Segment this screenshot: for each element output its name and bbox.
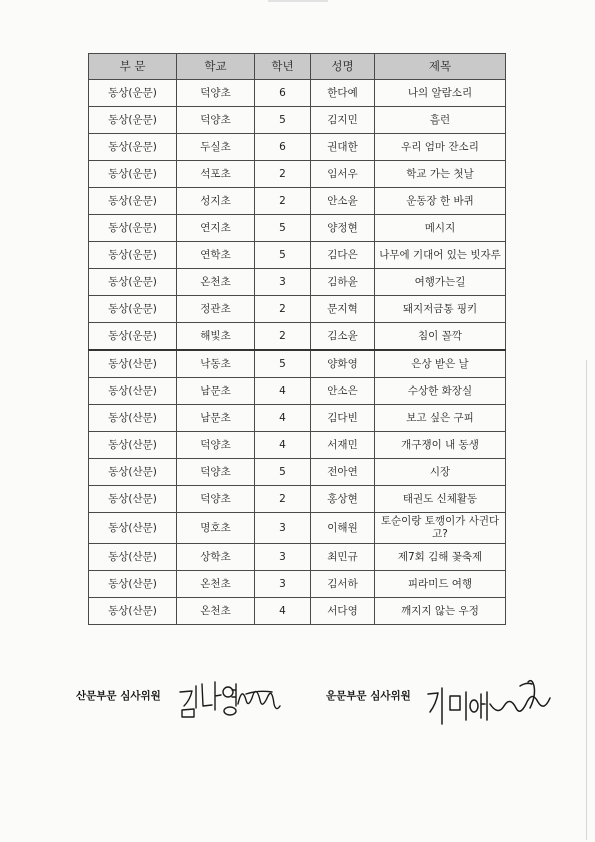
cell-category: 동상(산문) [89,350,177,378]
cell-name: 김다은 [311,242,375,269]
cell-name: 최민규 [311,544,375,571]
table-row [89,432,506,459]
cell-name: 서재민 [311,432,375,459]
cell-grade: 3 [255,513,311,544]
table-row [89,161,506,188]
cell-category: 동상(운문) [89,80,177,107]
cell-category: 동상(운문) [89,188,177,215]
cell-name: 김소윤 [311,323,375,351]
cell-title: 보고 싶은 구피 [375,405,506,432]
cell-school: 연학초 [177,242,255,269]
cell-category: 동상(운문) [89,323,177,351]
cell-category: 동상(산문) [89,378,177,405]
cell-school: 남문초 [177,405,255,432]
table-header-row [89,54,506,80]
cell-grade: 4 [255,378,311,405]
table-row [89,350,506,378]
table-row [89,107,506,134]
header-category: 부 문 [89,54,177,80]
cell-name: 김서하 [311,571,375,598]
table-row [89,215,506,242]
cell-school: 덕양초 [177,486,255,513]
cell-school: 두실초 [177,134,255,161]
cell-name: 이해원 [311,513,375,544]
cell-category: 동상(산문) [89,571,177,598]
cell-category: 동상(운문) [89,269,177,296]
cell-title: 침이 꼴깍 [375,323,506,351]
header-grade: 학년 [255,54,311,80]
verse-judge-block [326,688,411,703]
cell-school: 덕양초 [177,80,255,107]
cell-school: 남문초 [177,378,255,405]
cell-category: 동상(산문) [89,544,177,571]
cell-category: 동상(운문) [89,107,177,134]
cell-grade: 3 [255,571,311,598]
header-title: 제목 [375,54,506,80]
table-row [89,486,506,513]
table-row [89,405,506,432]
cell-name: 안소은 [311,378,375,405]
table-row [89,323,506,351]
cell-grade: 4 [255,598,311,625]
prose-judge-block [76,688,161,703]
cell-category: 동상(산문) [89,513,177,544]
cell-category: 동상(산문) [89,598,177,625]
cell-category: 동상(운문) [89,242,177,269]
table-row [89,134,506,161]
table-row [89,459,506,486]
cell-category: 동상(산문) [89,459,177,486]
cell-grade: 5 [255,350,311,378]
header-school: 학교 [177,54,255,80]
cell-grade: 3 [255,269,311,296]
scan-edge [586,360,587,840]
table-row [89,571,506,598]
cell-school: 해빛초 [177,323,255,351]
cell-school: 온천초 [177,571,255,598]
table-row [89,598,506,625]
cell-school: 연지초 [177,215,255,242]
table-row [89,296,506,323]
cell-title: 개구쟁이 내 동생 [375,432,506,459]
cell-title: 나의 알람소리 [375,80,506,107]
cell-name: 한다예 [311,80,375,107]
prose-judge-label: 산문부문 심사위원 [76,690,161,702]
cell-title: 나무에 기대어 있는 빗자루 [375,242,506,269]
cell-title: 여행가는길 [375,269,506,296]
cell-title: 우리 엄마 잔소리 [375,134,506,161]
cell-category: 동상(산문) [89,432,177,459]
scan-mark [268,0,328,2]
cell-title: 운동장 한 바퀴 [375,188,506,215]
header-name: 성명 [311,54,375,80]
cell-school: 성지초 [177,188,255,215]
cell-title: 학교 가는 첫날 [375,161,506,188]
cell-title: 은상 받은 날 [375,350,506,378]
cell-title: 수상한 화장실 [375,378,506,405]
cell-school: 낙동초 [177,350,255,378]
cell-name: 양정현 [311,215,375,242]
cell-title: 피라미드 여행 [375,571,506,598]
cell-grade: 6 [255,134,311,161]
cell-grade: 4 [255,432,311,459]
cell-category: 동상(운문) [89,134,177,161]
cell-school: 덕양초 [177,432,255,459]
verse-judge-label: 운문부문 심사위원 [326,690,411,702]
cell-name: 문지혁 [311,296,375,323]
table-row [89,242,506,269]
cell-name: 김다빈 [311,405,375,432]
cell-title: 돼지저금통 핑키 [375,296,506,323]
table-row [89,269,506,296]
cell-grade: 2 [255,296,311,323]
cell-school: 명호초 [177,513,255,544]
cell-grade: 2 [255,188,311,215]
cell-grade: 5 [255,242,311,269]
cell-name: 양화영 [311,350,375,378]
cell-school: 석포초 [177,161,255,188]
cell-name: 안소윤 [311,188,375,215]
cell-name: 김지민 [311,107,375,134]
cell-name: 전아연 [311,459,375,486]
cell-grade: 5 [255,459,311,486]
award-rows [89,80,506,625]
table-row [89,378,506,405]
cell-category: 동상(운문) [89,215,177,242]
cell-title: 제7회 김해 꽃축제 [375,544,506,571]
cell-category: 동상(산문) [89,486,177,513]
cell-grade: 2 [255,161,311,188]
cell-title: 토순이랑 토깽이가 사귄다고? [375,513,506,544]
cell-title: 태권도 신체활동 [375,486,506,513]
cell-grade: 3 [255,544,311,571]
cell-school: 상학초 [177,544,255,571]
cell-name: 임서우 [311,161,375,188]
cell-category: 동상(운문) [89,161,177,188]
table-row [89,80,506,107]
cell-grade: 5 [255,107,311,134]
cell-name: 김하윤 [311,269,375,296]
cell-grade: 4 [255,405,311,432]
cell-grade: 6 [255,80,311,107]
cell-name: 권대한 [311,134,375,161]
cell-school: 온천초 [177,598,255,625]
cell-title: 깨지지 않는 우정 [375,598,506,625]
cell-school: 정관초 [177,296,255,323]
cell-name: 홍상현 [311,486,375,513]
table-row [89,544,506,571]
award-table [88,53,506,625]
cell-school: 온천초 [177,269,255,296]
cell-category: 동상(산문) [89,405,177,432]
cell-grade: 2 [255,486,311,513]
cell-name: 서다영 [311,598,375,625]
prose-judge-signature [176,670,286,720]
table-row [89,513,506,544]
verse-judge-signature [424,668,554,728]
cell-grade: 5 [255,215,311,242]
cell-title: 시장 [375,459,506,486]
table-row [89,188,506,215]
cell-grade: 2 [255,323,311,351]
cell-school: 덕양초 [177,459,255,486]
cell-title: 메시지 [375,215,506,242]
cell-category: 동상(운문) [89,296,177,323]
cell-school: 덕양초 [177,107,255,134]
cell-title: 흠런 [375,107,506,134]
